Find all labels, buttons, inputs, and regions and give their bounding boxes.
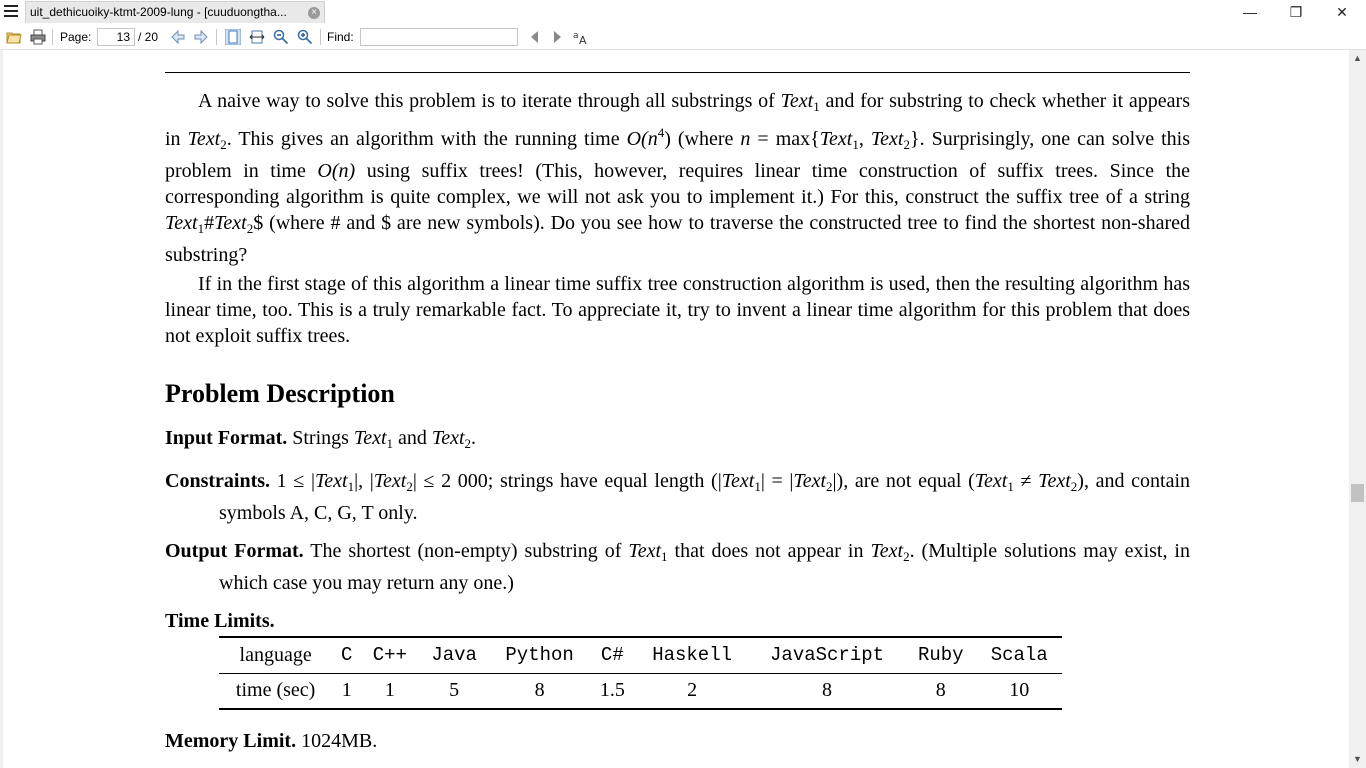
scroll-up-icon[interactable]: ▲ [1353, 53, 1362, 63]
table-cell: 8 [534, 679, 545, 702]
table-cell: time (sec) [235, 679, 316, 702]
print-icon[interactable] [30, 29, 46, 45]
table-cell: Haskell [635, 637, 749, 673]
table-cell: Java [418, 637, 489, 673]
table-cell: Python [490, 637, 590, 673]
document-tab[interactable] [25, 1, 325, 23]
input-format: Input Format. Strings Text$_1$ and Text$_2$. [165, 427, 477, 451]
tab-title: uit_dethicuoiky-ktmt-2009-lung - [cuuduongtha... [30, 5, 287, 19]
table-cell: Ruby [905, 637, 976, 673]
table-cell: 1 [341, 679, 352, 702]
paragraph-naive-approach: A naive way to solve this problem is to iterate through all substrings of Text$_1$ and for substring to check whether it appears in Text$_2$. This gives an algorithm with the running time $O(n^4)$ (where n = max{Text$_1$, Text$_2$}. Surprisingly, one can solve this problem in time O(n) using suffix trees! (This, however, requires linear time construction of suffix trees. Since the corresponding algorithm is quite complex, we will not ask you to implement it.) For this, construct the suffix tree of a string Text$_1$#Text$_2$\$ (where # and $ are new symbols). Do you see how to traverse the constructed tree to find the shortest non-shared substring? [165, 90, 1191, 266]
table-cell: 8 [822, 679, 833, 702]
table-cell: JavaScript [749, 637, 905, 673]
svg-text:A: A [579, 34, 587, 45]
title-bar [0, 0, 1366, 24]
maximize-button[interactable]: ❐ [1289, 3, 1303, 20]
table-cell: 10 [1009, 679, 1030, 702]
vertical-scrollbar[interactable] [1349, 50, 1366, 768]
fit-page-icon[interactable] [225, 29, 241, 45]
paragraph-linear-time: If in the first stage of this algorithm a linear time suffix tree construction algorithm is used, then the resulting algorithm has linear time, too. This is a truly remarkable fact. To appreciate it, try to invent a linear time algorithm for this problem that does not exploit suffix trees. [165, 273, 1190, 347]
find-previous-icon[interactable] [527, 29, 543, 45]
find-next-icon[interactable] [549, 29, 565, 45]
table-cell: 1 [384, 679, 395, 702]
find-input[interactable] [360, 28, 518, 46]
table-cell: C++ [361, 637, 418, 673]
find-label: Find: [327, 30, 354, 44]
document-page [3, 50, 1349, 768]
horizontal-rule [165, 72, 1190, 73]
menu-icon[interactable] [4, 5, 18, 19]
table-cell: language [219, 637, 332, 673]
time-limits-table [219, 636, 1062, 710]
tab-close-icon[interactable]: × [308, 7, 320, 19]
page-total: / 20 [138, 30, 159, 44]
table-cell: C [332, 637, 361, 673]
scroll-down-icon[interactable]: ▼ [1353, 754, 1362, 764]
zoom-out-icon[interactable] [273, 29, 289, 45]
document-viewport[interactable] [0, 50, 1349, 768]
next-page-icon[interactable] [193, 29, 209, 45]
table-header-row [219, 637, 1062, 673]
page-label: Page: [60, 30, 92, 44]
minimize-button[interactable]: — [1243, 4, 1257, 20]
zoom-in-icon[interactable] [297, 29, 313, 45]
table-cell: 8 [935, 679, 946, 702]
table-cell: C# [589, 637, 635, 673]
table-cell: 2 [687, 679, 698, 702]
close-button[interactable]: ✕ [1336, 3, 1348, 20]
time-limits-label: Time Limits. [165, 610, 275, 632]
toolbar [0, 24, 1366, 50]
prev-page-icon[interactable] [170, 29, 186, 45]
section-heading: Problem Description [165, 379, 395, 408]
open-file-icon[interactable] [6, 29, 22, 45]
page-number-input[interactable]: 13 [97, 28, 135, 46]
table-cell: Scala [976, 637, 1062, 673]
output-format: Output Format. The shortest (non-empty) substring of Text$_1$ that does not appear in Text$_2$. (Multiple solutions may exist, in which case you may return any one.) [165, 540, 1190, 594]
match-case-icon[interactable] [573, 29, 589, 45]
table-row [219, 673, 1062, 709]
constraints: Constraints. 1 ≤ |Text$_1$|, |Text$_2$| ≤ 2 000; strings have equal length (|Text$_1$| = |Text$_2$|), are not equal (Text$_1$ ≠ Text$_2$), and contain symbols A, C, G, T only. [165, 470, 1190, 524]
memory-limit: Memory Limit. 1024MB. [165, 730, 378, 752]
svg-text:a: a [573, 31, 579, 41]
scrollbar-thumb[interactable] [1351, 484, 1364, 502]
table-cell: 1.5 [599, 679, 625, 702]
table-cell: 5 [449, 679, 460, 702]
fit-width-icon[interactable] [249, 29, 265, 45]
